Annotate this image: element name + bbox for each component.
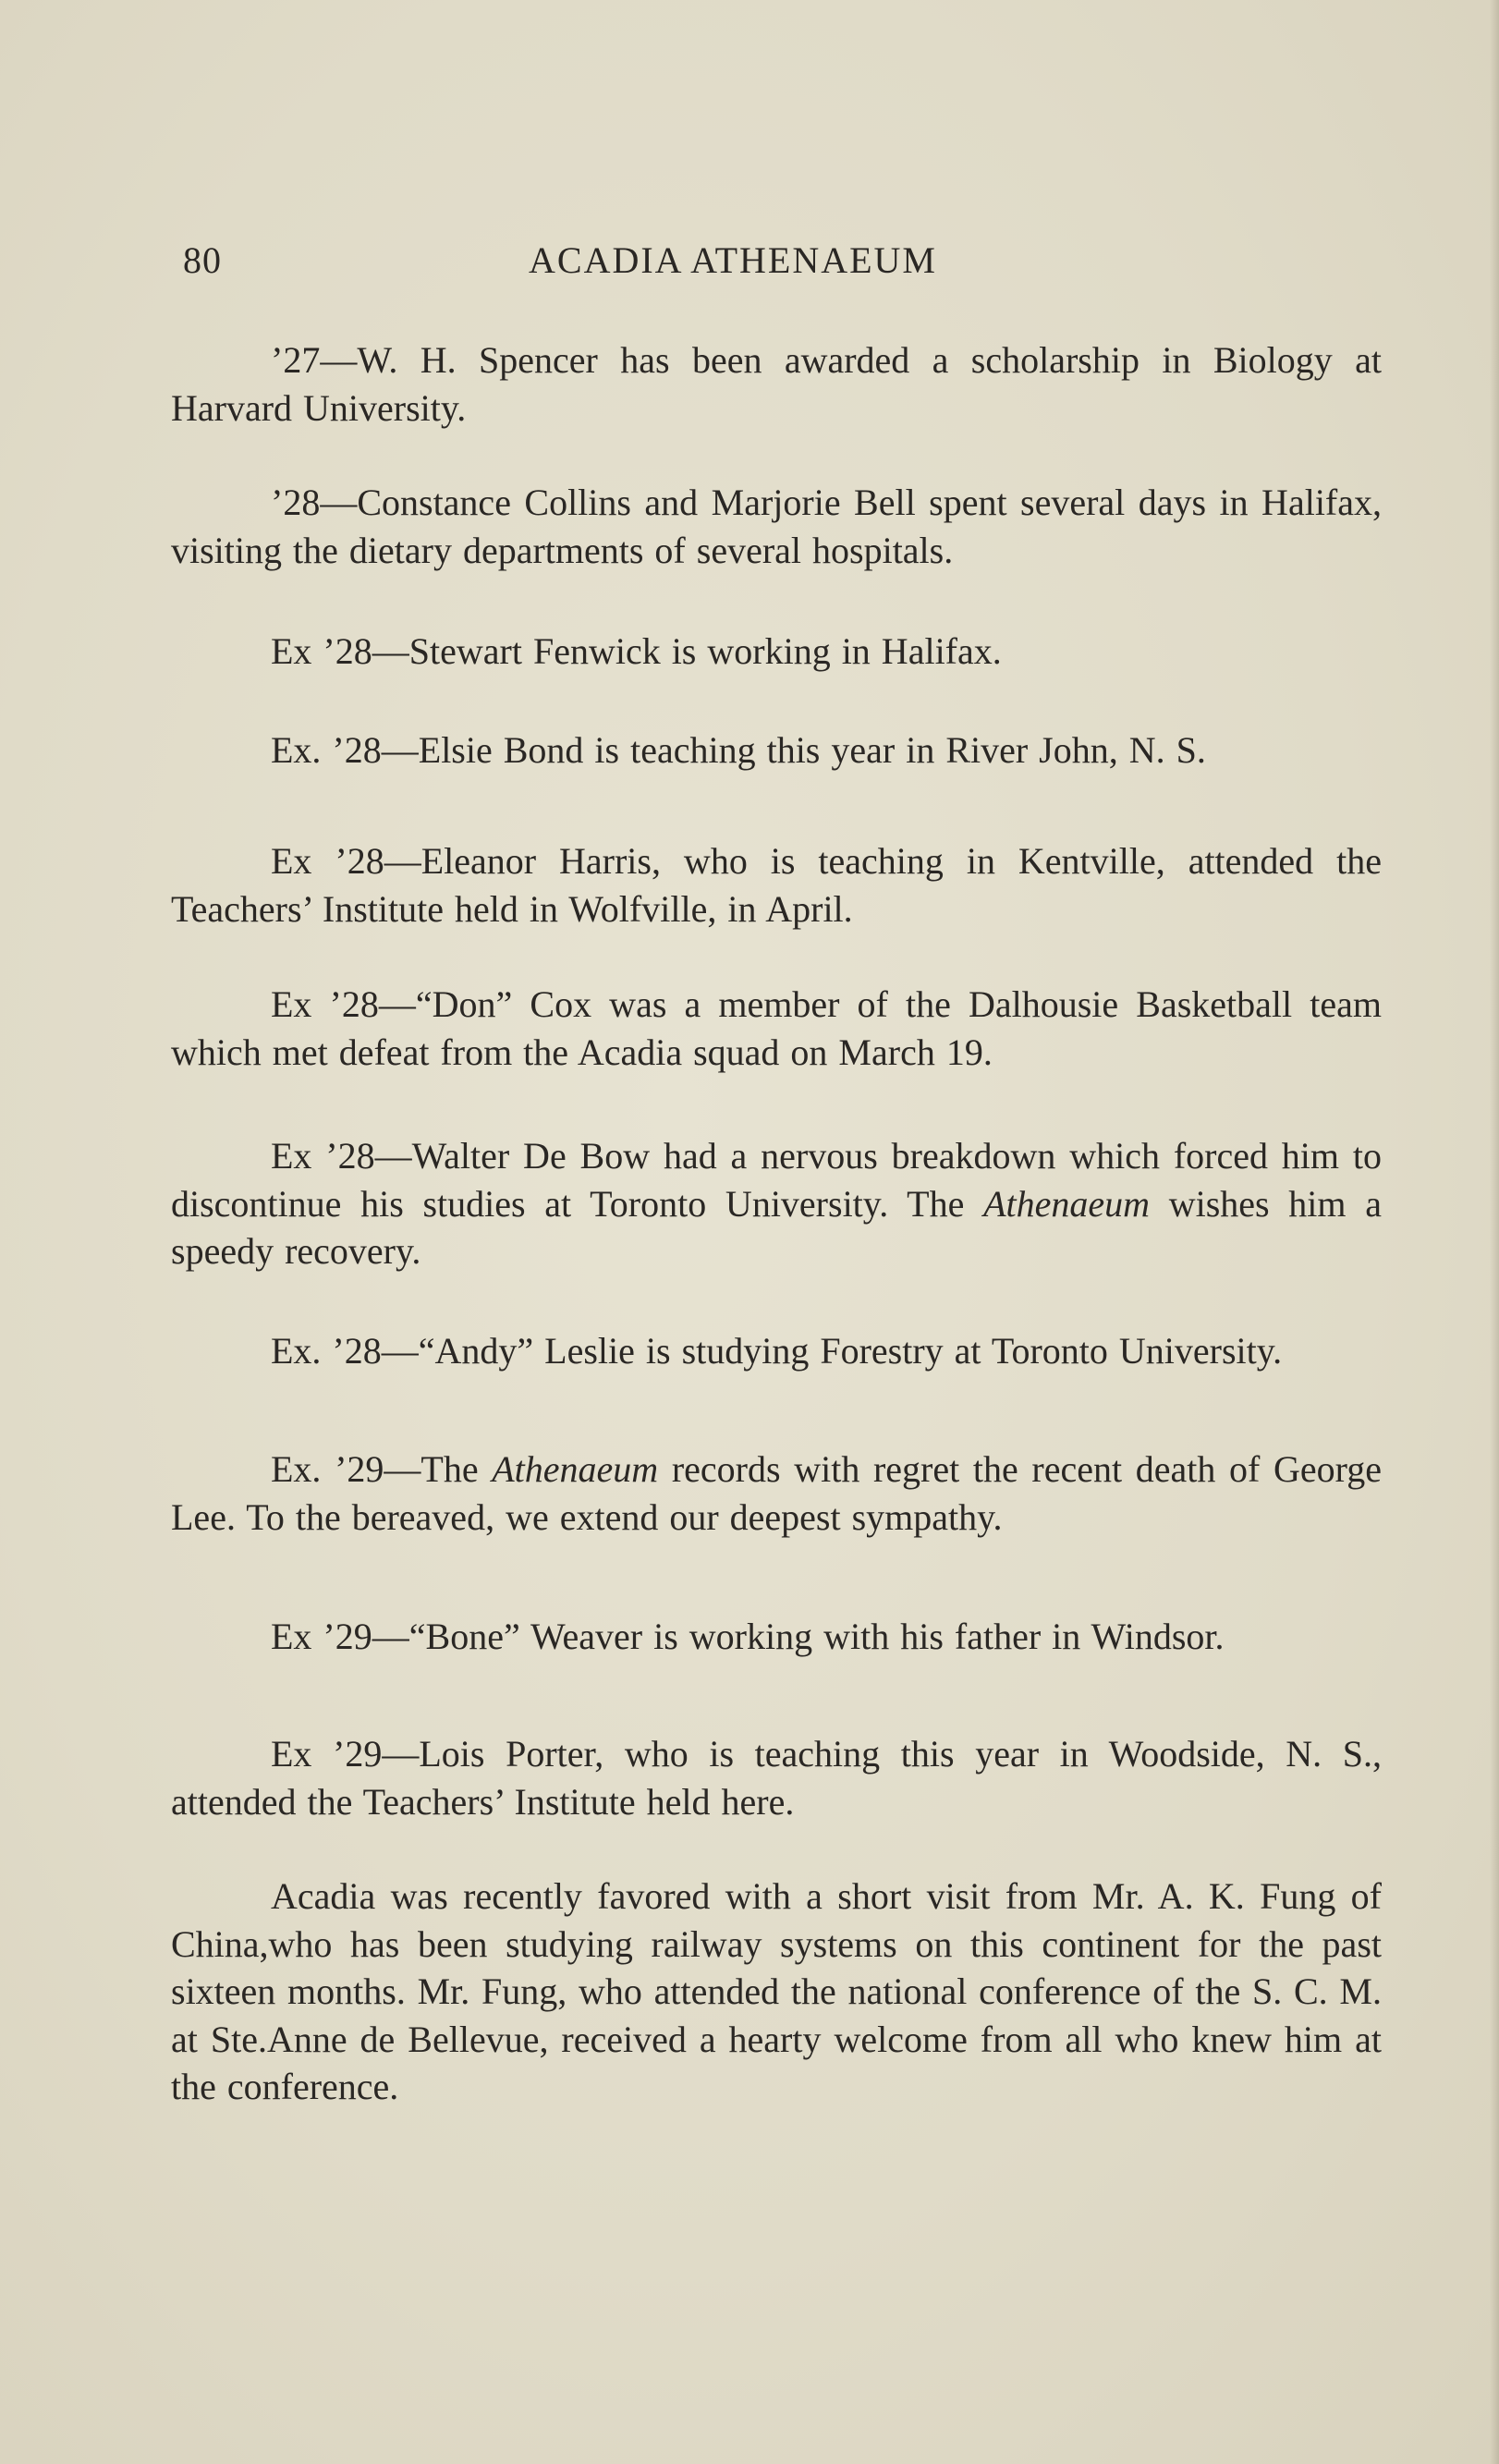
entry-weaver: Ex ’29—“Bone” Weaver is working with his father in Windsor. (271, 1616, 1225, 1657)
entry-lee-text: Ex. ’29—The (271, 1448, 493, 1490)
entry-collins-bell: ’28—Constance Collins and Marjorie Bell spent several days in Halifax, visiting the dietary departments of several hospitals. (171, 482, 1382, 571)
entry-de-bow-text-end: wishes him a speedy recovery. (171, 1182, 1382, 1272)
entry-de-bow-text: Ex ’28—Walter De Bow had a nervous breakdown which forced him to discontinue his studies at Toronto University. The (171, 1135, 1382, 1225)
entry-porter: Ex ’29—Lois Porter, who is teaching this year in Woodside, N. S., attended the Teachers’ Institute held here. (171, 1733, 1382, 1823)
entry-fung-visit: Acadia was recently favored with a short visit from Mr. A. K. Fung of China,who has been studying railway systems on this continent for the past sixteen months. Mr. Fung, who attended the national conference of the S. C. M. at Ste.Anne de Bellevue, received a hearty welcome from all who knew him at the conference. (171, 1875, 1382, 2107)
entry-fenwick: Ex ’28—Stewart Fenwick is working in Halifax. (271, 630, 1002, 672)
athenaeum-title: Athenaeum (983, 1182, 1151, 1225)
entry-de-bow (171, 1132, 1382, 1275)
page-header (183, 238, 1384, 288)
page-number: 80 (183, 239, 222, 281)
entry-leslie: Ex. ’28—“Andy” Leslie is studying Forestry at Toronto University. (271, 1330, 1283, 1372)
entry-cox: Ex ’28—“Don” Cox was a member of the Dalhousie Basketball team which met defeat from the Acadia squad on March 19. (171, 983, 1382, 1073)
running-title: ACADIA ATHENAEUM (529, 239, 937, 281)
entry-harris: Ex ’28—Eleanor Harris, who is teaching in Kentville, attended the Teachers’ Institute held in Wolfville, in April. (171, 840, 1382, 930)
athenaeum-title: Athenaeum (492, 1448, 659, 1490)
entry-bond: Ex. ’28—Elsie Bond is teaching this year in River John, N. S. (271, 729, 1206, 771)
entry-lee (171, 1445, 1382, 1541)
entry-spencer: ’27—W. H. Spencer has been awarded a scholarship in Biology at Harvard University. (171, 339, 1382, 429)
page-edge-shadow (1490, 0, 1499, 2464)
entry-lee-text-end: records with regret the recent death of George Lee. To the bereaved, we extend our deepest sympathy. (171, 1448, 1382, 1538)
